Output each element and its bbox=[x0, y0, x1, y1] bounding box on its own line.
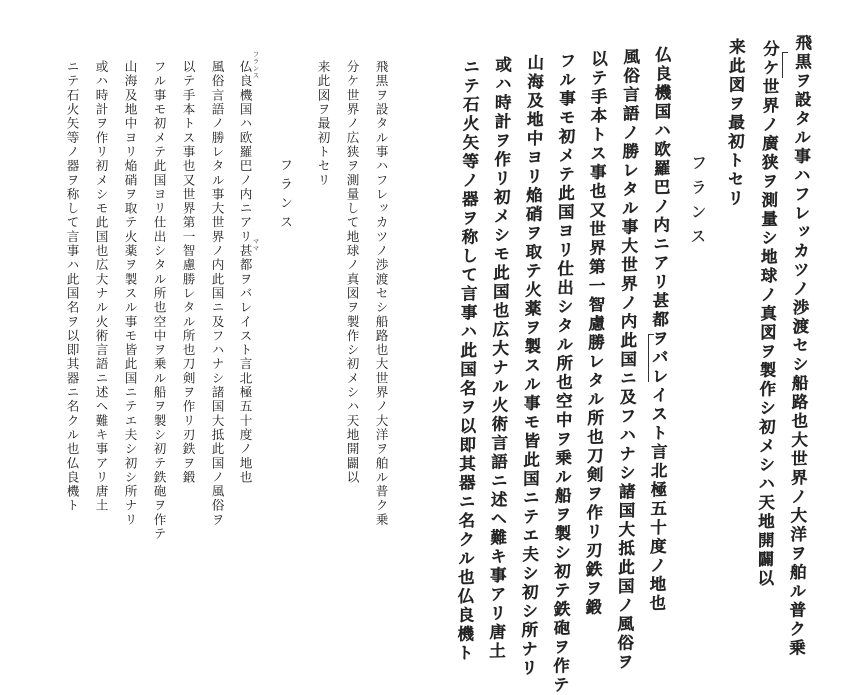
furigana-furansu: フランス bbox=[251, 51, 260, 79]
transcription-heading: フランス bbox=[277, 158, 292, 234]
manuscript-line-3: 来此図ヲ最初トセリ bbox=[724, 37, 746, 209]
transcription-line-3: 来此図ヲ最初トセリ bbox=[315, 60, 331, 188]
manuscript-line-5: 仏良機国ハ欧羅巴ノ内ニアリ甚都ヲバレイスト言北極五十度ノ地也 bbox=[646, 45, 672, 614]
transcription-panel bbox=[40, 51, 392, 560]
transcription-line-9: 山海及地中ヨリ焔硝ヲ取テ火薬ヲ製スル事モ皆此国ニテエ夫シ初シ所ナリ bbox=[122, 60, 138, 527]
manuscript-panel bbox=[420, 33, 840, 695]
transcription-line-11: ニテ石火矢等ノ器ヲ称して言事ハ此国名ヲ以即其器ニ名クル也仏良機ト bbox=[64, 60, 80, 513]
transcription-line-1: 飛黒ヲ設タル事ハフレッカツノ渉渡セシ船路也大世界ノ大洋ヲ舶ル普ク乗 bbox=[373, 60, 389, 527]
manuscript-heading: フランス bbox=[686, 153, 708, 253]
transcription-line-5: 仏良機国ハ欧羅巴ノ内ニアリ甚都ヲバレイスト言北極五十度ノ地也 bbox=[237, 60, 253, 485]
manuscript-line-1: 飛黒ヲ設タル事ハフレッカツノ渉渡セシ船路也大世界ノ大洋ヲ舶ル普ク乗 bbox=[786, 33, 812, 659]
transcription-line-7: 以テ手本トス事也又世界第一智慮勝レタル所也刀剣ヲ作リ刃鉄ヲ鍛 bbox=[180, 60, 196, 485]
manuscript-line-6: 風俗言語ノ勝レタル事大世界ノ内此国ニ及フハナシ諸国大抵此国ノ風俗ヲ bbox=[614, 47, 640, 673]
furigana-mama: ママ bbox=[251, 238, 260, 252]
reading-mark bbox=[782, 52, 783, 78]
manuscript-line-7: 以テ手本トス事也又世界第一智慮勝レタル所也刀剣ヲ作リ刃鉄ヲ鍛 bbox=[582, 49, 608, 618]
manuscript-line-10: 或ハ時計ヲ作リ初メシモ此国也広大ナル火術言語ニ述ヘ難キ事アリ唐土 bbox=[486, 55, 512, 662]
reading-mark bbox=[782, 52, 788, 53]
transcription-line-6: 風俗言語ノ勝レタル事大世界ノ内此国ニ及フハナシ諸国大抵此国ノ風俗ヲ bbox=[209, 60, 225, 527]
transcription-line-10: 或ハ時計ヲ作リ初メシモ此国也広大ナル火術言語ニ述ヘ難キ事アリ唐土 bbox=[93, 60, 109, 513]
reading-mark bbox=[648, 334, 654, 335]
reading-mark bbox=[648, 334, 649, 382]
manuscript-line-9: 山海及地中ヨリ焔硝ヲ取テ火薬ヲ製スル事モ皆此国ニテエ夫シ初シ所ナリ bbox=[518, 53, 544, 679]
manuscript-line-2: 分ケ世界ノ廣狭ヲ測量シ地球ノ真図ヲ製作シ初メシハ天地開闢以 bbox=[754, 39, 780, 589]
manuscript-line-11: ニテ石火矢等ノ器ヲ称して言事ハ此国名ヲ以即其器ニ名クル也仏良機ト bbox=[454, 57, 480, 664]
manuscript-line-8: フル事モ初メテ此国ヨリ仕出シタル所也空中ヲ乗ル船ヲ製シ初テ鉄砲ヲ作テ bbox=[550, 51, 576, 695]
transcription-line-2: 分ケ世界ノ広狭ヲ測量して地球ノ真図ヲ製作シ初メシハ天地開闢以 bbox=[344, 60, 360, 485]
transcription-line-8: フル事モ初メテ此国ヨリ仕出シタル所也空中ヲ乗ル船ヲ製シ初テ鉄砲ヲ作テ bbox=[151, 60, 167, 542]
